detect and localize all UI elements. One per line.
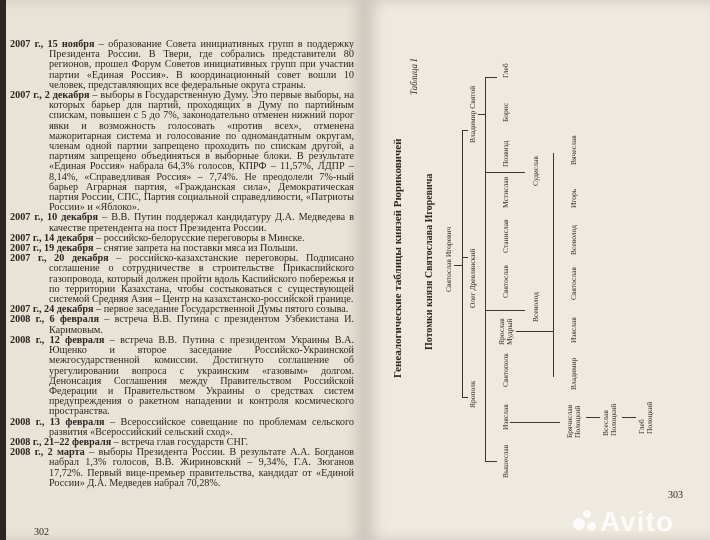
- person: Святополк: [501, 353, 510, 387]
- person: Ярослав Мудрый: [497, 318, 514, 345]
- entry-date: 2007 г., 2 декабря: [10, 90, 90, 102]
- entry-date: 2008 г., 12 февраля: [10, 334, 105, 346]
- entry-text: – образование Совета инициативных групп в поддержку Президента России. В Твери, где собрались представители 80 регионов, прошел Форум Советов инициативных групп при участии партии «Единая Россия». В координационный совет вошли 10 человек, представляющих все федеральные округа страны.: [49, 39, 354, 91]
- entry-text: – российско-казахстанские переговоры. Подписано соглашение о сотрудничестве в строительстве Прикаспийского газопровода, который должен пройти вдоль Каспийского побережья и по территории Казахстана, чтобы состыковаться с существующей системой Средняя Азия – Центр на казахстанско-российской границе.: [49, 253, 354, 306]
- entry: [10, 40, 354, 91]
- entry-date: 2008 г., 21–22 февраля: [10, 436, 112, 448]
- watermark: Avito: [600, 506, 674, 537]
- person: Мстислав: [501, 176, 510, 208]
- connector: [553, 153, 554, 377]
- entry-text: – первое заседание Государственной Думы пятого созыва.: [93, 304, 349, 316]
- person: Вячеслав: [569, 135, 578, 165]
- person: Изяслав: [501, 404, 510, 430]
- table-label: Таблица I: [409, 58, 419, 95]
- entry-date: 2007 г., 20 декабря: [10, 253, 109, 265]
- entry-text: – выборы Президента России. В результате А.А. Богданов набрал 1,3% голосов, В.В. Жириновский – 9,34%, Г.А. Зюганов 17,72%. Первый вице-премьер правительства, кандидат от «Единой России» Д.А. Медведев набрал 70,28%.: [49, 447, 354, 489]
- entry-date: 2008 г., 13 февраля: [10, 416, 105, 428]
- entry: [10, 315, 354, 335]
- entry-date: 2008 г., 2 марта: [10, 447, 85, 459]
- person: Брячислав Полоцкий: [565, 404, 582, 438]
- connector: [485, 172, 525, 173]
- entry-text: – снятие запрета на поставки мяса из Польши.: [93, 243, 298, 255]
- genealogy-table: [370, 0, 710, 540]
- entry: [10, 448, 354, 489]
- entry-date: 2007 г., 10 декабря: [10, 212, 99, 224]
- connector: [510, 422, 560, 423]
- entry: [10, 91, 354, 213]
- connector: [485, 77, 486, 462]
- entry-text: – Всероссийское совещание по проблемам сельского развития «Всероссийский сельский сход».: [49, 416, 354, 438]
- entry-date: 2007 г., 14 декабря: [10, 232, 94, 244]
- page-number-left: 302: [34, 527, 49, 538]
- entry-text: – встреча В.В. Путина с президентом Узбекистана И. Каримовым.: [49, 314, 354, 336]
- entry-text: – выборы в Государственную Думу. Это первые выборы, на которых барьер для партий, проходящих в Думу по партийным спискам, повышен с 5 до 7%, законодательно отменен нижний порог явки и возможность голосовать «против всех», отменена мажоритарная система и голосование по одномандатным округам, членам одной партии запрещено проходить по спискам другой, а партиям запрещено объединяться в выборные блоки. В результате «Единая Россия» набрала 64,3% голосов, КПРФ – 11,57%, ЛДПР – 8,14%, «Справедливая Россия» – 7,74%. Не преодолели 7%-ный барьер Аграрная партия, «Гражданская сила», Демократическая партия России, СПС, Партия социальной справедливости, «Патриоты России» и «Яблоко».: [49, 90, 355, 214]
- entry-text: – встреча глав государств СНГ.: [111, 436, 249, 448]
- avito-logo-icon: [573, 510, 597, 534]
- person-root: Святослав Игоревич: [444, 226, 453, 292]
- person: Позвизд: [501, 140, 510, 167]
- person: Всеволод: [531, 292, 540, 322]
- entry-text: – встреча В.В. Путина с президентом Украины В.А. Ющенко и второе заседание Российско-Украинской межгосударственной комиссии. Достигнуто соглашение об урегулировании вопроса с украинским «газовым» долгом. Денонсация Соглашения между Правительством Российской Федерации и Правительством Украины о средствах систем предупреждения о ракетном нападении и контроля космического пространства.: [49, 334, 354, 418]
- connector: [454, 265, 462, 266]
- person: Глеб: [501, 63, 510, 78]
- person: Вышеслав: [501, 444, 510, 478]
- person: Ярополк: [468, 380, 477, 408]
- connector: [516, 331, 553, 332]
- page-number-right: 303: [668, 490, 683, 501]
- table-title: Генеалогические таблицы князей Рюриковичей: [392, 138, 404, 378]
- connector: [622, 417, 636, 418]
- connector: [478, 114, 485, 115]
- entry-text: – российско-белорусские переговоры в Минске.: [93, 232, 305, 244]
- table-subtitle: Потомки князя Святослава Игоревича: [424, 173, 435, 350]
- entry: [10, 336, 354, 418]
- person: Владимир: [569, 357, 578, 390]
- person: Всеволод: [569, 225, 578, 255]
- person: Изяслав: [569, 317, 578, 343]
- connector: [485, 310, 525, 311]
- entry-date: 2007 г., 15 ноября: [10, 39, 95, 50]
- entry-date: 2007 г., 24 декабря: [10, 304, 94, 316]
- entry-date: 2007 г., 19 декабря: [10, 243, 94, 255]
- person: Глеб Полоцкий: [637, 401, 654, 434]
- person: Судислав: [531, 156, 540, 186]
- person: Владимир Святой: [468, 85, 477, 143]
- connector: [586, 417, 600, 418]
- entry: [10, 213, 354, 233]
- person: Станислав: [501, 219, 510, 253]
- person: Игорь: [569, 188, 578, 208]
- connector: [485, 461, 497, 462]
- person: Олег Древлянский: [468, 248, 477, 308]
- entry: [10, 418, 354, 438]
- entry-date: 2008 г., 6 февраля: [10, 314, 100, 326]
- connector: [462, 130, 463, 398]
- entry-text: – В.В. Путин поддержал кандидатуру Д.А. Медведева в качестве претендента на пост Президента России.: [49, 212, 355, 234]
- person: Всеслав Полоцкий: [601, 403, 618, 436]
- person: Святослав: [501, 265, 510, 298]
- chronology-entries: [10, 40, 354, 489]
- person: Святослав: [569, 267, 578, 300]
- person: Борис: [501, 102, 510, 122]
- entry: [10, 254, 354, 305]
- connector: [485, 77, 497, 78]
